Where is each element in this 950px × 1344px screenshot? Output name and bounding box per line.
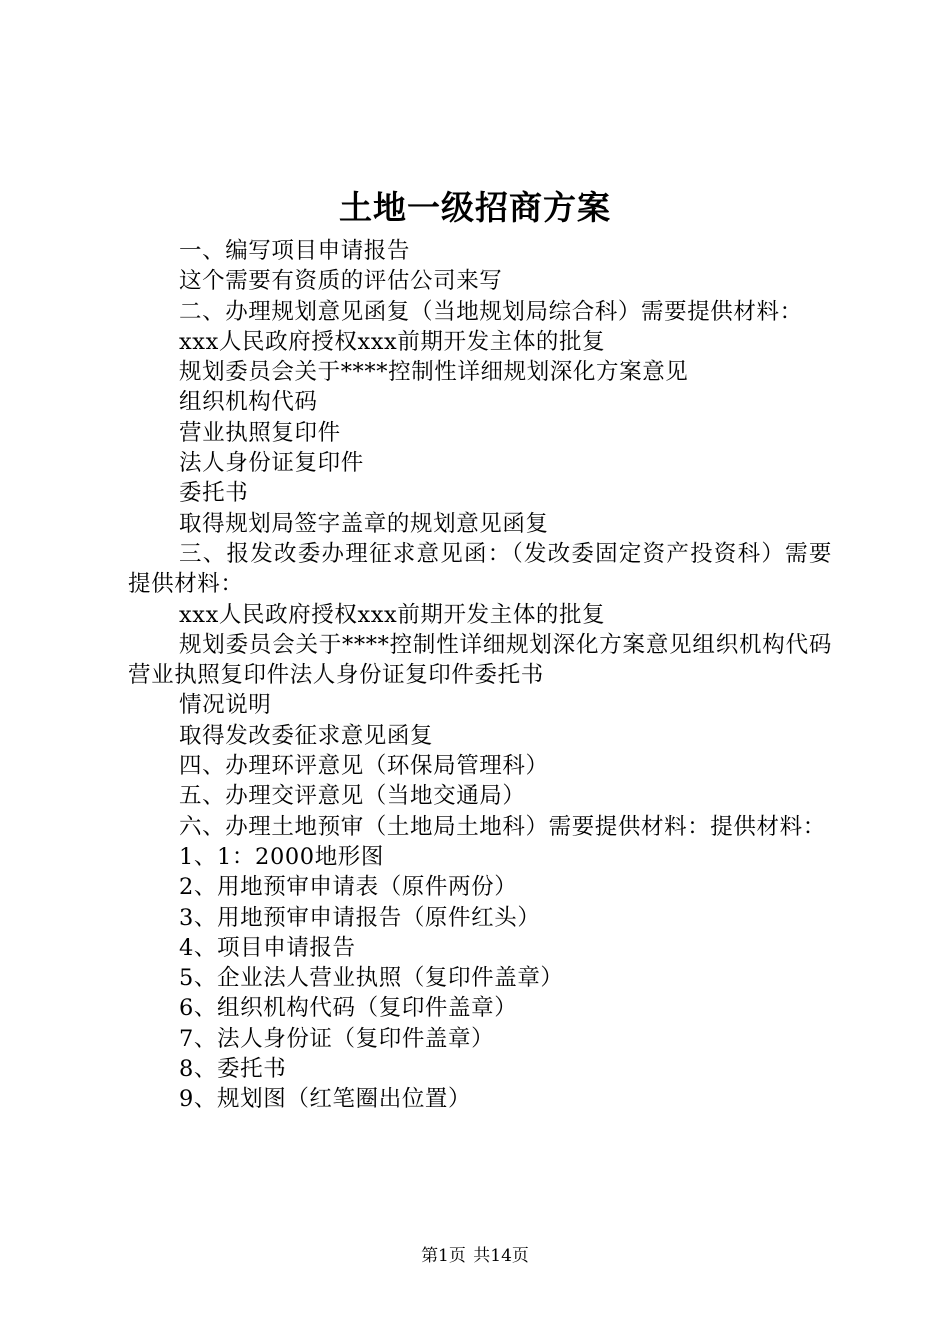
- numbered-item: 1、1：2000地形图: [179, 843, 384, 870]
- section-heading-1: 一、编写项目申请报告: [179, 238, 411, 264]
- section-heading-3: 三、报发改委办理征求意见函：（发改委固定资产投资科）需要提供材料：: [128, 540, 832, 598]
- list-item: 取得发改委征求意见函复: [179, 722, 434, 749]
- section-heading-2: 二、办理规划意见函复（当地规划局综合科）需要提供材料：: [179, 298, 803, 325]
- numbered-item: 6、组织机构代码（复印件盖章）: [179, 995, 518, 1022]
- numbered-item: 4、项目申请报告: [179, 934, 356, 961]
- section-heading-4: 四、办理环评意见（环保局管理科）: [179, 753, 549, 780]
- list-item: 法人身份证复印件: [179, 450, 364, 477]
- list-item: xxx人民政府授权xxx前期开发主体的批复: [179, 328, 606, 355]
- numbered-item: 8、委托书: [179, 1056, 287, 1083]
- list-item: 取得规划局签字盖章的规划意见函复: [179, 510, 549, 537]
- body-paragraph: 这个需要有资质的评估公司来写: [179, 268, 503, 295]
- numbered-item: 3、用地预审申请报告（原件红头）: [179, 904, 541, 931]
- section-heading-5: 五、办理交评意见（当地交通局）: [179, 783, 526, 810]
- document-title: 土地一级招商方案: [339, 188, 611, 227]
- numbered-item: 2、用地预审申请表（原件两份）: [179, 874, 518, 901]
- page-total: 共14页: [473, 1246, 529, 1266]
- list-item: 规划委员会关于****控制性详细规划深化方案意见组织机构代码营业执照复印件法人身份证复印件委托书: [128, 631, 832, 689]
- list-item: 组织机构代码: [179, 389, 318, 416]
- list-item: 情况说明: [179, 692, 272, 719]
- list-item: 委托书: [179, 480, 249, 507]
- page-number: 第1页: [421, 1246, 466, 1266]
- numbered-item: 7、法人身份证（复印件盖章）: [179, 1025, 495, 1052]
- numbered-item: 5、企业法人营业执照（复印件盖章）: [179, 965, 564, 992]
- list-item: 营业执照复印件: [179, 419, 341, 446]
- list-item: xxx人民政府授权xxx前期开发主体的批复: [179, 601, 606, 628]
- document-body: [128, 236, 832, 1115]
- page-footer: [0, 1244, 950, 1268]
- list-item: 规划委员会关于****控制性详细规划深化方案意见: [179, 359, 689, 386]
- section-heading-6: 六、办理土地预审（土地局土地科）需要提供材料：提供材料：: [179, 813, 826, 840]
- numbered-item: 9、规划图（红笔圈出位置）: [179, 1086, 472, 1113]
